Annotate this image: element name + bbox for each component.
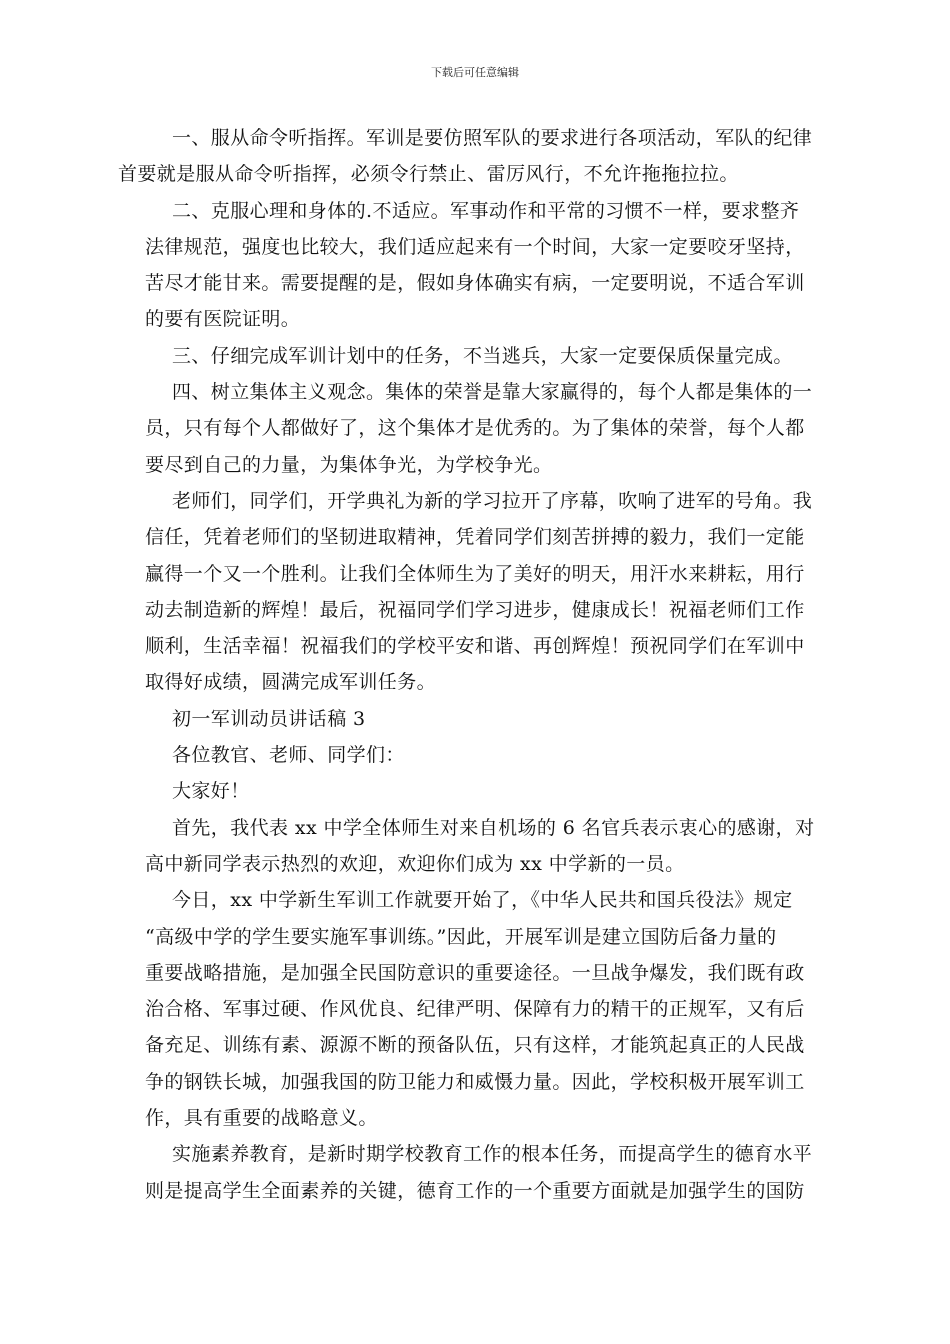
- text-line: 信任，凭着老师们的坚韧进取精神，凭着同学们刻苦拼搏的毅力，我们一定能: [145, 526, 805, 549]
- text-line: 顺利，生活幸福！祝福我们的学校平安和谐、再创辉煌！预祝同学们在军训中: [145, 635, 805, 658]
- text-line: 苦尽才能甘来。需要提醒的是，假如身体确实有病，一定要明说，不适合军训: [145, 272, 805, 295]
- text-line: 治合格、军事过硬、作风优良、纪律严明、保障有力的精干的正规军，又有后: [145, 998, 805, 1021]
- text-line: 高中新同学表示热烈的欢迎，欢迎你们成为 xx 中学新的一员。: [145, 852, 685, 875]
- text-line: 赢得一个又一个胜利。让我们全体师生为了美好的明天，用汗水来耕耘，用行: [145, 562, 805, 585]
- text-line: 初一军训动员讲话稿 3: [172, 707, 366, 730]
- text-line: 首要就是服从命令听指挥，必须令行禁止、雷厉风行，不允许拖拖拉拉。: [118, 163, 739, 186]
- paragraph-7: [145, 882, 807, 1136]
- text-line: “高级中学的学生要实施军事训练。”因此，开展军训是建立国防后备力量的: [145, 925, 777, 948]
- page-header-note: 下载后可任意编辑: [431, 66, 519, 79]
- text-line: 备充足、训练有素、源源不断的预备队伍，只有这样，才能筑起真正的人民战: [145, 1034, 805, 1057]
- text-line: 大家好！: [172, 780, 250, 803]
- paragraph-2: [145, 193, 807, 338]
- text-line: 首先，我代表 xx 中学全体师生对来自机场的 6 名官兵表示衷心的感谢，对: [172, 816, 815, 839]
- text-line: 作，具有重要的战略意义。: [145, 1107, 378, 1130]
- section-title: [145, 701, 807, 737]
- paragraph-3: [145, 338, 807, 374]
- text-line: 实施素养教育，是新时期学校教育工作的根本任务，而提高学生的德育水平: [172, 1143, 813, 1166]
- text-line: 二、克服心理和身体的.不适应。军事动作和平常的习惯不一样，要求整齐: [172, 199, 800, 222]
- document-body: [118, 120, 815, 1209]
- text-line: 一、服从命令听指挥。军训是要仿照军队的要求进行各项活动，军队的纪律: [172, 127, 813, 149]
- text-line: 动去制造新的辉煌！最后，祝福同学们学习进步，健康成长！祝福老师们工作: [145, 598, 805, 621]
- paragraph-1: [118, 120, 813, 193]
- text-line: 取得好成绩，圆满完成军训任务。: [145, 671, 437, 694]
- text-line: 争的钢铁长城，加强我国的防卫能力和威慑力量。因此，学校积极开展军训工: [145, 1070, 805, 1093]
- paragraph-6: [145, 810, 815, 883]
- text-line: 老师们，同学们，开学典礼为新的学习拉开了序幕，吹响了进军的号角。我: [172, 489, 813, 512]
- text-line: 重要战略措施，是加强全民国防意识的重要途径。一旦战争爆发，我们既有政: [145, 961, 805, 984]
- text-line: 三、仔细完成军训计划中的任务，不当逃兵，大家一定要保质保量完成。: [172, 344, 793, 367]
- text-line: 四、树立集体主义观念。集体的荣誉是靠大家赢得的，每个人都是集体的一: [172, 381, 813, 404]
- text-line: 法律规范，强度也比较大，我们适应起来有一个时间，大家一定要咬牙坚持，: [145, 235, 805, 258]
- paragraph-8: [145, 1136, 813, 1209]
- text-line: 员，只有每个人都做好了，这个集体才是优秀的。为了集体的荣誉，每个人都: [145, 417, 805, 440]
- text-line: 今日，xx 中学新生军训工作就要开始了，《中华人民共和国兵役法》规定: [172, 889, 793, 912]
- text-line: 要尽到自己的力量，为集体争光，为学校争光。: [145, 453, 553, 476]
- paragraph-5: [145, 483, 813, 701]
- salutation: [145, 737, 807, 773]
- text-line: 的要有医院证明。: [145, 308, 301, 331]
- text-line: 则是提高学生全面素养的关键，德育工作的一个重要方面就是加强学生的国防: [145, 1179, 805, 1202]
- paragraph-4: [145, 374, 813, 483]
- text-line: 各位教官、老师、同学们：: [172, 744, 405, 767]
- greeting: [145, 773, 807, 809]
